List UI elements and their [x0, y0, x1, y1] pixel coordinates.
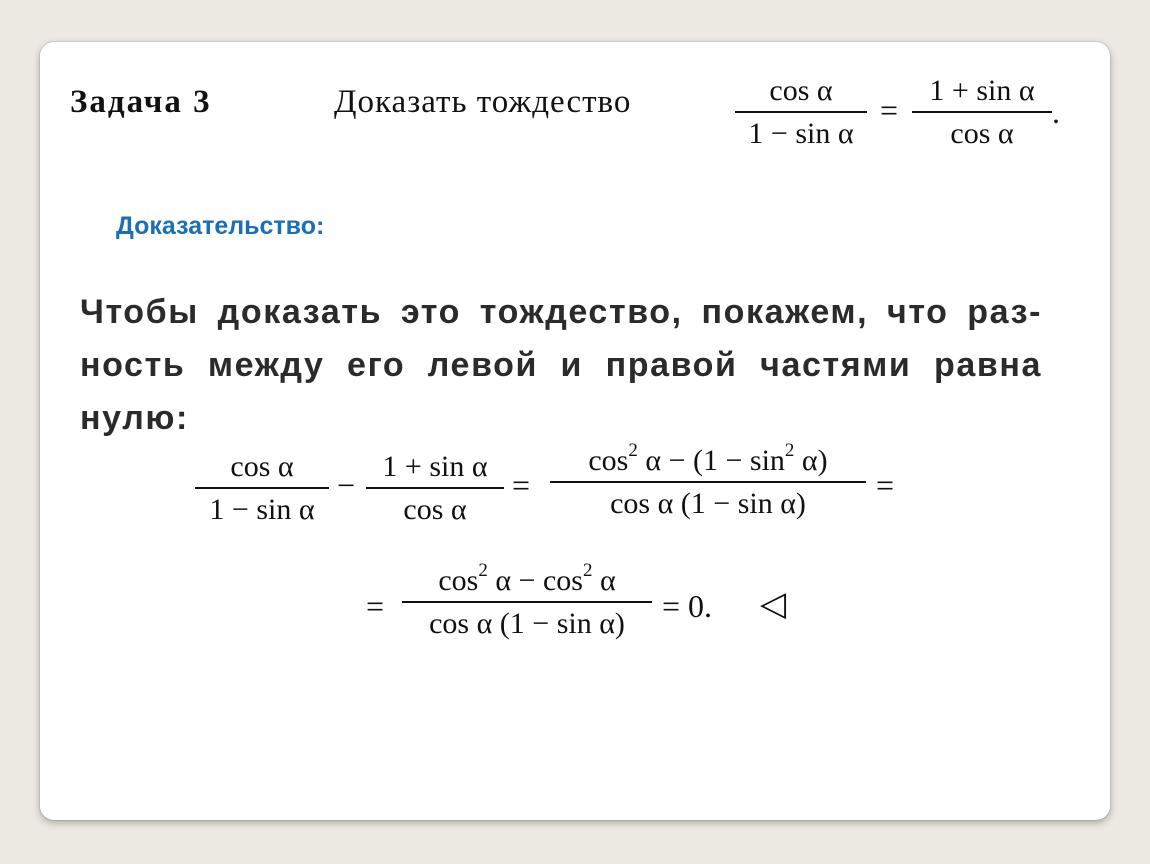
fraction-bar	[195, 487, 329, 489]
fraction-bar	[402, 601, 652, 603]
identity-equals-sign: =	[880, 92, 899, 128]
eq1-fraction-1	[195, 450, 329, 527]
proof-heading: Доказательство:	[116, 212, 325, 240]
eq1-fraction-3-numerator: $\cos^2 \alpha - (1 - \sin^2 \alpha)$	[588, 440, 828, 477]
eq1-minus-sign: −	[337, 467, 356, 503]
task-statement: Доказать тождество	[334, 84, 632, 120]
end-of-proof-icon: ◁	[760, 586, 787, 623]
slide	[40, 42, 1110, 820]
eq2-leading-equals-sign: =	[366, 588, 385, 624]
eq1-equals-sign: =	[512, 467, 531, 503]
task-label: Задача 3	[70, 84, 212, 120]
proof-text	[80, 286, 1042, 445]
fraction-bar	[735, 111, 867, 113]
eq1-fraction-3	[550, 440, 866, 521]
proof-text-line: Чтобы доказать это тождество, покажем, что раз-	[80, 293, 1042, 331]
identity-lhs-denominator: 1 − sin α	[748, 117, 854, 150]
identity-period: .	[1052, 94, 1060, 130]
fraction-bar	[366, 487, 504, 489]
eq1-fraction-2-numerator: 1 + sin α	[382, 450, 488, 483]
eq2-fraction-numerator: $\cos^2 \alpha - \cos^2 \alpha$	[438, 560, 616, 597]
identity-lhs-fraction	[735, 74, 867, 151]
eq2-result: = 0.	[662, 588, 713, 624]
proof-text-line: ность между его левой и правой частями равна	[80, 346, 1042, 384]
identity-rhs-numerator: 1 + sin α	[929, 74, 1035, 107]
eq1-fraction-2-denominator: cos α	[403, 493, 467, 526]
proof-text-line: нулю:	[80, 399, 189, 437]
fraction-bar	[912, 111, 1052, 113]
eq1-fraction-2	[366, 450, 504, 527]
eq1-trailing-equals-sign: =	[876, 467, 895, 503]
eq1-fraction-3-denominator: cos α (1 − sin α)	[610, 487, 806, 520]
eq2-fraction	[402, 560, 652, 641]
identity-rhs-denominator: cos α	[950, 117, 1014, 150]
eq2-fraction-denominator: cos α (1 − sin α)	[429, 607, 625, 640]
fraction-bar	[550, 481, 866, 483]
identity-lhs-numerator: cos α	[769, 74, 833, 107]
eq1-fraction-1-numerator: cos α	[230, 450, 294, 483]
eq1-fraction-1-denominator: 1 − sin α	[209, 493, 315, 526]
identity-rhs-fraction	[912, 74, 1052, 151]
